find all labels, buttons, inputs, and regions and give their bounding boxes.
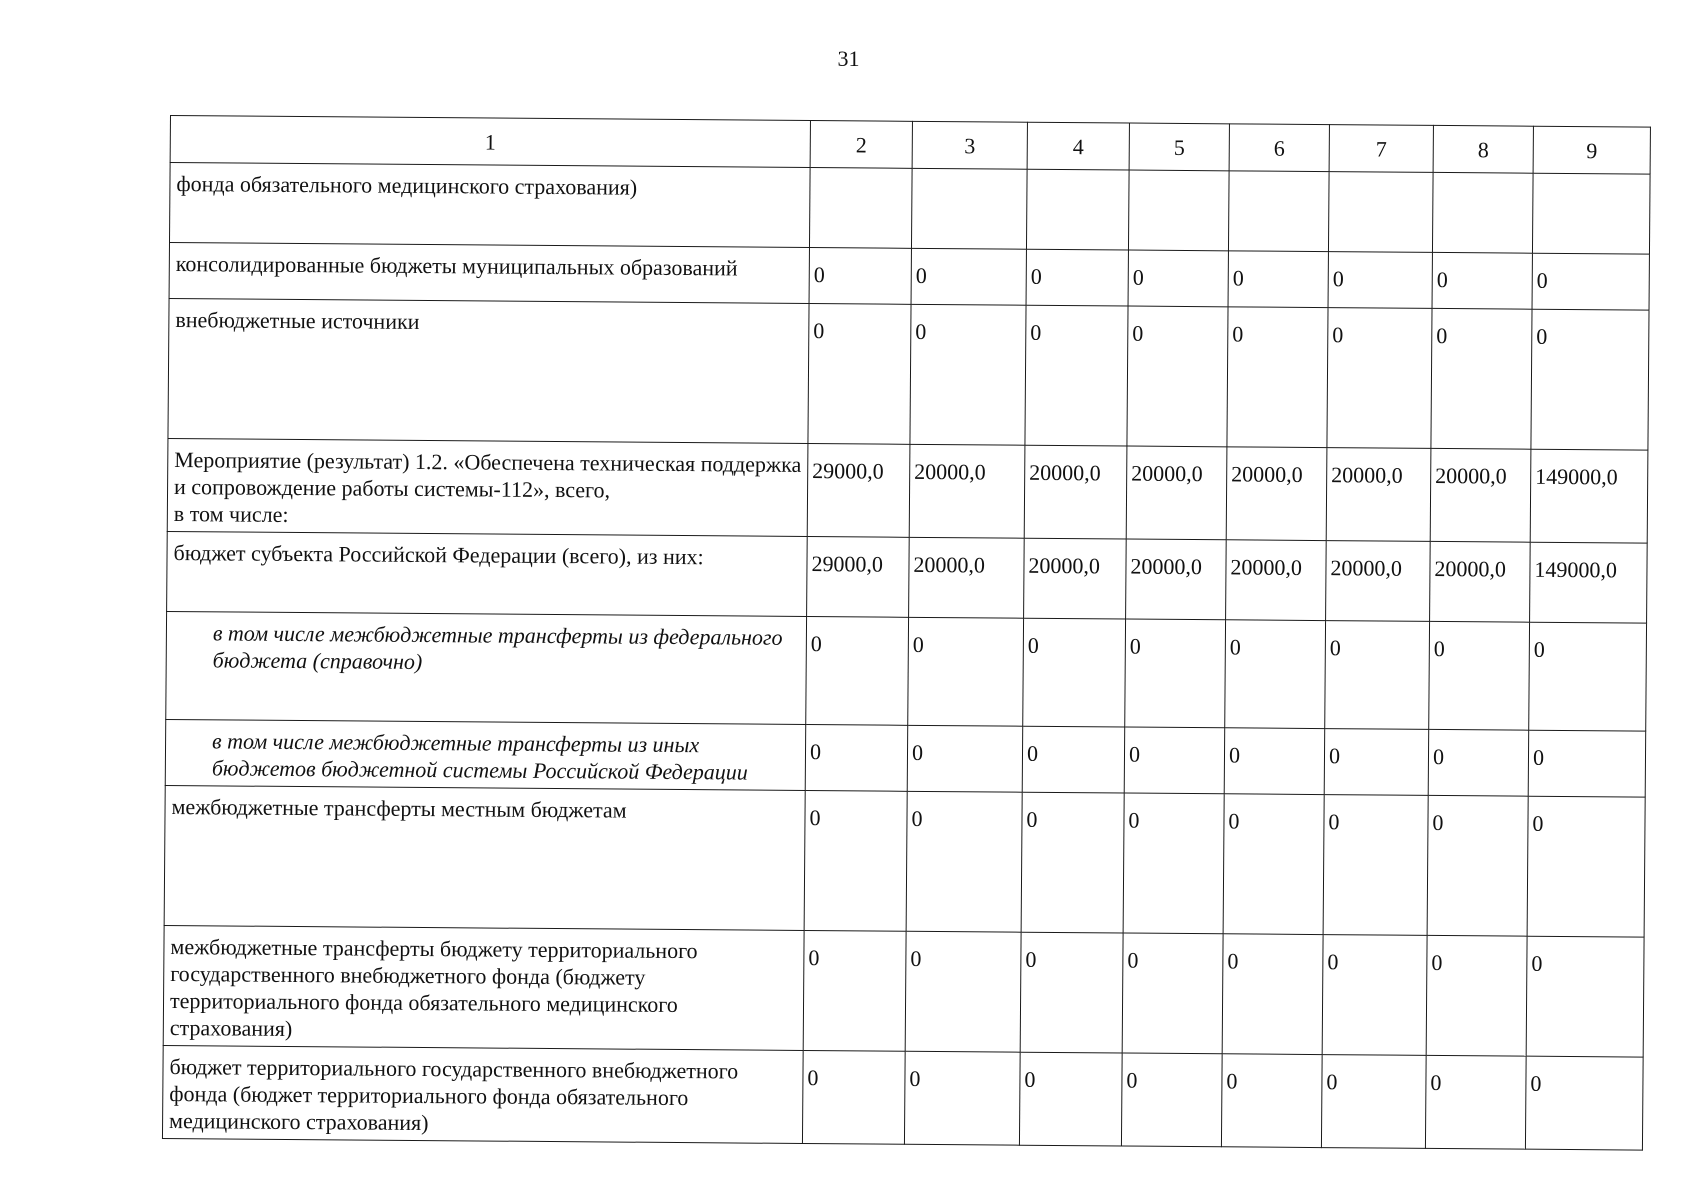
value-cell [1532, 173, 1650, 254]
value-cell: 0 [1327, 308, 1432, 449]
value-cell: 0 [1222, 934, 1323, 1055]
value-cell: 0 [1021, 792, 1124, 933]
value-cell: 0 [904, 1051, 1020, 1145]
value-cell: 29000,0 [807, 537, 910, 618]
value-cell: 0 [1221, 1054, 1322, 1148]
value-cell: 0 [1121, 1053, 1222, 1147]
value-cell: 0 [1426, 935, 1527, 1056]
row-label: межбюджетные трансферты местным бюджетам [164, 785, 805, 930]
value-cell: 0 [906, 791, 1022, 932]
value-cell: 20000,0 [909, 537, 1025, 618]
row-label: внебюджетные источники [168, 298, 809, 443]
value-cell: 0 [803, 931, 906, 1052]
value-cell: 0 [1529, 622, 1647, 731]
value-cell: 0 [1425, 1055, 1526, 1149]
value-cell: 0 [1323, 795, 1428, 936]
table-row [163, 925, 1644, 1057]
value-cell: 0 [910, 304, 1026, 445]
value-cell: 0 [1025, 305, 1128, 446]
value-cell [809, 168, 912, 249]
value-cell: 20000,0 [1126, 539, 1227, 620]
table-row [165, 719, 1645, 797]
budget-table [162, 115, 1651, 1151]
value-cell: 20000,0 [1326, 448, 1431, 542]
column-header-5: 5 [1129, 123, 1229, 171]
value-cell: 0 [1328, 252, 1432, 309]
value-cell: 149000,0 [1530, 542, 1648, 623]
value-cell: 0 [1324, 729, 1429, 796]
value-cell: 0 [1023, 618, 1126, 727]
value-cell: 0 [805, 725, 908, 792]
value-cell: 20000,0 [1430, 541, 1531, 622]
row-label: в том числе межбюджетные трансферты из иных бюджетов бюджетной системы Российской Федерации [165, 719, 805, 790]
value-cell: 0 [908, 617, 1024, 726]
value-cell [1432, 172, 1533, 253]
row-label: фонда обязательного медицинского страхования) [169, 163, 810, 248]
value-cell: 0 [809, 248, 911, 305]
budget-table-wrapper [162, 115, 1651, 1151]
value-cell [1228, 171, 1329, 252]
value-cell: 0 [1525, 1056, 1643, 1150]
value-cell: 0 [1019, 1052, 1122, 1146]
value-cell: 0 [1127, 306, 1228, 447]
value-cell: 0 [911, 248, 1026, 305]
value-cell: 0 [1124, 727, 1225, 794]
value-cell: 149000,0 [1530, 449, 1648, 543]
value-cell: 29000,0 [807, 444, 910, 538]
value-cell: 0 [1026, 249, 1128, 306]
value-cell: 20000,0 [1024, 538, 1127, 619]
value-cell: 20000,0 [909, 444, 1025, 538]
value-cell: 0 [1022, 726, 1125, 793]
value-cell: 20000,0 [1024, 445, 1127, 539]
value-cell: 0 [806, 617, 909, 726]
row-label: бюджет субъекта Российской Федерации (всего), из них: [167, 531, 808, 616]
value-cell: 0 [1128, 250, 1228, 307]
value-cell: 20000,0 [1226, 540, 1327, 621]
page-number: 31 [837, 46, 860, 71]
column-header-6: 6 [1229, 124, 1329, 172]
value-cell: 0 [905, 931, 1021, 1052]
value-cell: 0 [802, 1051, 905, 1145]
column-header-3: 3 [912, 121, 1027, 169]
value-cell: 0 [1531, 309, 1649, 450]
table-row [167, 438, 1648, 543]
value-cell: 0 [1020, 932, 1123, 1053]
value-cell: 0 [1431, 308, 1532, 449]
column-header-4: 4 [1027, 122, 1129, 170]
value-cell [1328, 172, 1433, 253]
value-cell: 0 [1325, 621, 1430, 730]
row-label: Мероприятие (результат) 1.2. «Обеспечена техническая поддержка и сопровождение работы системы-112», всего, в том числе: [167, 438, 808, 536]
row-label: в том числе межбюджетные трансферты из федерального бюджета (справочно) [166, 611, 807, 724]
value-cell: 0 [1321, 1055, 1426, 1149]
value-cell: 0 [1227, 307, 1328, 448]
value-cell: 0 [1322, 935, 1427, 1056]
value-cell: 0 [808, 304, 911, 445]
value-cell: 0 [1427, 795, 1528, 936]
value-cell: 0 [1526, 936, 1644, 1057]
column-header-7: 7 [1329, 125, 1433, 173]
column-header-1: 1 [170, 116, 810, 168]
value-cell: 20000,0 [1430, 448, 1531, 542]
row-label: межбюджетные трансферты бюджету территориального государственного внебюджетного фонда (бюджету территориального фонда обязательного медицинского страхования) [163, 925, 804, 1050]
value-cell: 20000,0 [1326, 541, 1431, 622]
value-cell: 0 [1527, 796, 1645, 937]
table-row [168, 298, 1649, 450]
value-cell: 0 [1532, 253, 1649, 310]
value-cell: 0 [907, 725, 1023, 792]
value-cell: 0 [1528, 730, 1646, 797]
value-cell: 20000,0 [1126, 446, 1227, 540]
table-row [169, 163, 1650, 255]
value-cell: 20000,0 [1226, 447, 1327, 541]
value-cell: 0 [1122, 933, 1223, 1054]
row-label: бюджет территориального государственного внебюджетного фонда (бюджет территориального фонда обязательного медицинского страхования) [162, 1045, 803, 1143]
column-header-2: 2 [810, 121, 912, 169]
value-cell [1128, 170, 1229, 251]
value-cell: 0 [1429, 621, 1530, 730]
value-cell [1026, 169, 1129, 250]
value-cell: 0 [1123, 793, 1224, 934]
value-cell [911, 168, 1027, 249]
table-row [164, 785, 1645, 937]
table-row [162, 1045, 1643, 1150]
value-cell: 0 [1432, 252, 1532, 309]
value-cell: 0 [1225, 620, 1326, 729]
table-row [166, 611, 1647, 731]
column-header-9: 9 [1533, 126, 1650, 174]
table-row [167, 531, 1648, 623]
row-label: консолидированные бюджеты муниципальных образований [169, 243, 809, 304]
value-cell: 0 [1228, 251, 1328, 308]
value-cell: 0 [1224, 728, 1325, 795]
value-cell: 0 [1125, 619, 1226, 728]
value-cell: 0 [1223, 794, 1324, 935]
table-body [162, 163, 1650, 1151]
value-cell: 0 [804, 791, 907, 932]
column-header-8: 8 [1433, 125, 1533, 173]
value-cell: 0 [1428, 729, 1529, 796]
